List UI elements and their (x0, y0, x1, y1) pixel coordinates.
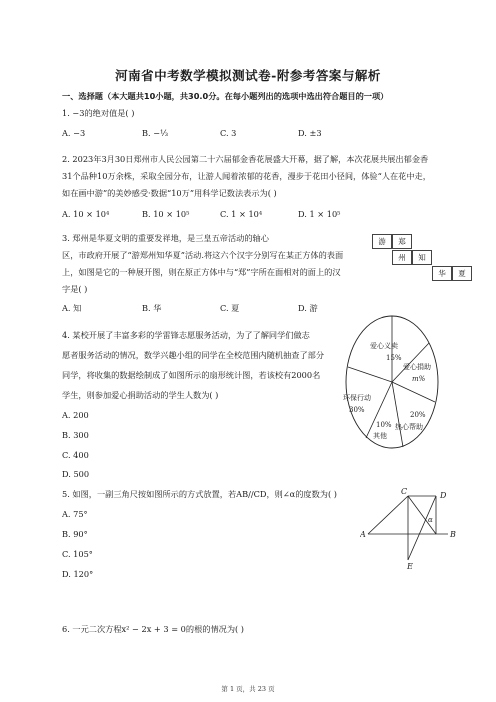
point-label: B (450, 530, 456, 539)
question-3-line-2: 区，市政府开展了“游郑州知华夏”活动.将这六个汉字分别写在某正方体的表面 (62, 250, 344, 260)
point-label: E (407, 562, 413, 570)
net-cell: 华 (432, 266, 452, 281)
question-5-option-a: A. 75° (62, 509, 88, 519)
question-3-line-3: 上，如图是它的一种展开图，则在原正方体中与“郑”字所在面相对的面上的汉 (62, 267, 341, 277)
pie-label: 30% (349, 406, 365, 414)
angle-label: α (428, 516, 433, 524)
net-cell: 夏 (452, 266, 472, 281)
point-label: D (440, 491, 447, 500)
net-cell: 游 (372, 234, 392, 249)
question-3-option-a: A. 知 (62, 303, 82, 313)
question-6-stem: 6. 一元二次方程x² − 2x + 3 = 0的根的情况为( ) (62, 624, 244, 634)
pie-label: 15% (386, 354, 402, 362)
question-3-line-1: 3. 郑州是华夏文明的重要发祥地，是三皇五帝活动的轴心 (62, 233, 269, 243)
question-1-option-c: C. 3 (220, 128, 237, 138)
question-4-option-c: C. 400 (62, 450, 89, 460)
question-4-line-1: 4. 某校开展了丰富多彩的学雷锋志愿服务活动，为了了解同学们做志 (62, 330, 310, 340)
question-4-option-b: B. 300 (62, 430, 89, 440)
net-cell: 州 (392, 250, 412, 265)
question-2-option-b: B. 10 × 10⁵ (142, 209, 190, 219)
question-2-line-3: 如在画中游”的美妙感受·数据“10万”用科学记数法表示为( ) (62, 188, 277, 198)
question-3-line-4: 字是( ) (62, 284, 88, 294)
question-3-option-b: B. 华 (142, 303, 162, 313)
net-cell: 知 (412, 250, 432, 265)
question-1-option-b: B. −⅓ (142, 128, 169, 138)
pie-label: 爱心义卖 (370, 342, 398, 350)
question-4-line-3: 同学，将收集的数据绘制成了如图所示的扇形统计图，若该校有2000名 (62, 370, 321, 380)
triangle-figure (360, 484, 460, 570)
question-1-stem: 1. −3的绝对值是( ) (62, 108, 135, 118)
question-2-line-2: 31个品种10万余株，采取全园分布，让游人闻着浓郁的花香，漫步于花田小径间，体验“人在花中走， (62, 171, 431, 181)
question-2-option-c: C. 1 × 10⁴ (220, 209, 263, 219)
question-4-line-4: 学生，则参加爱心捐助活动的学生人数为( ) (62, 390, 219, 400)
question-3-option-c: C. 夏 (220, 303, 240, 313)
page-title: 河南省中考数学模拟测试卷-附参考答案与解析 (115, 68, 381, 83)
point-label: A (360, 530, 366, 539)
pie-chart-figure (340, 312, 440, 452)
page-footer: 第 1 页，共 23 页 (221, 685, 275, 693)
pie-label: 热心帮助 (395, 423, 423, 431)
question-1-option-d: D. ±3 (298, 128, 322, 138)
question-5-option-d: D. 120° (62, 569, 94, 579)
pie-label: m% (412, 375, 426, 383)
question-2-option-d: D. 1 × 10⁵ (298, 209, 341, 219)
question-5-option-b: B. 90° (62, 529, 88, 539)
pie-label: 其他 (373, 432, 387, 440)
pie-label: 环保行动 (343, 394, 371, 402)
cube-net-figure (372, 234, 477, 284)
question-4-line-2: 愿者服务活动的情况，数学兴趣小组的同学在全校范围内随机抽查了部分 (62, 350, 325, 360)
question-5-option-c: C. 105° (62, 549, 93, 559)
question-4-option-a: A. 200 (62, 410, 89, 420)
pie-label: 爱心捐助 (403, 363, 431, 371)
net-cell: 郑 (392, 234, 412, 249)
point-label: C (401, 487, 408, 496)
question-3-option-d: D. 游 (298, 303, 318, 313)
pie-label: 10% (376, 421, 392, 429)
section-heading: 一、选择题（本大题共10小题，共30.0分。在每小题列出的选项中选出符合题目的一项） (62, 91, 389, 101)
question-1-option-a: A. −3 (62, 128, 86, 138)
question-2-option-a: A. 10 × 10⁴ (62, 209, 110, 219)
pie-label: 20% (410, 411, 426, 419)
question-5-stem: 5. 如图，一副三角尺按如图所示的方式放置，若AB//CD，则∠α的度数为( ) (62, 489, 337, 499)
question-4-option-d: D. 500 (62, 469, 90, 479)
question-2-line-1: 2. 2023年3月30日郑州市人民公园第二十六届郁金香花展盛大开幕，据了解，本次花展共展出郁金香 (62, 154, 429, 164)
